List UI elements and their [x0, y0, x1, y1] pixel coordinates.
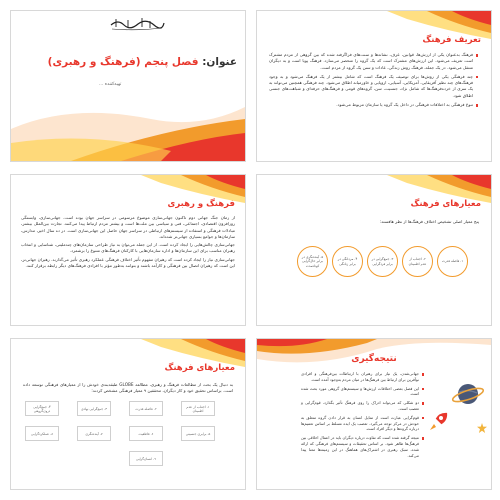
dimension-box: ۹. انسان‌گرایی [129, 451, 163, 466]
slide-intro: پنج معیار اصلی تشخیص اختلاف فرهنگ‌ها از نظر هافستد: [379, 219, 479, 224]
dimension-box: ۴. جمع‌گرایی درون‌گروهی [25, 401, 59, 416]
slide-3-culture-leadership[interactable] [10, 174, 246, 326]
list-item: تنوع فرهنگی به اختلافات فرهنگی در داخل یک گروه یا سازمان مربوط می‌شود. [269, 102, 473, 108]
rocket-icon [427, 407, 453, 433]
dimension-box: ۳. جمع‌گرایی نهادی [77, 401, 111, 416]
title-topic: فصل پنجم (فرهنگ و رهبری) [47, 56, 199, 68]
list-item: دو شکلی که می‌تواند ادراک را روی فرهنگ تأثیر بگذارد، قوم‌گرایی و تعصب است. [301, 400, 419, 411]
dimension-circle: ۵. آینده‌نگری در برابر حال‌گرایی کوتاه‌مدت [297, 246, 328, 277]
list-item: چند فرهنگی یکی از روش‌ها برای توصیف یک فرهنگ است که شامل بیشتر از یک فرهنگ می‌شود و به وجود فرهنگ‌های چند نظیر آفریقایی، آمریکایی، آسیایی، اروپایی و خاورمیانه اطلاق می‌شود. چند فرهنگی همچنین می‌تواند به یک سری از خرده‌فرهنگ‌ها که شامل نژاد، جنسیت، سن، گروه‌های قومی و فرهنگ‌های حرفه‌ای و شباهت‌های جنسی اطلاق شود. [269, 73, 473, 98]
paragraph: جهانی‌سازی نیاز را ایجاد کرده است که رهبران مفهوم تأثیر اختلاف فرهنگی عملکرد رهبری تأثیر می‌گذارند. رهبران جهانی‌تر، این است که رهبران اتصال بین فرهنگی و کارآمد باشند و بتوانند به‌طور مؤثر با افرادی فرهنگ‌های دیگر رابطه برقرار کنند. [21, 256, 235, 269]
dimension-circle: ۲. اجتناب از عدم اطمینان [402, 246, 433, 277]
planet-icon [451, 377, 485, 411]
slide-1-title[interactable] [10, 10, 246, 162]
dimension-circle: ۳. جمع‌گرایی در برابر فردگرایی [367, 246, 398, 277]
list-item: جهانی‌شدن، یک نیاز برای رهبران با ارتباطات بین‌فرهنگی و افرادی نوآفرین برای ارتباط بین فرهنگ‌ها در میان مردم به‌وجود آمده است. [301, 371, 419, 382]
slide-title: معیارهای فرهنگ [164, 363, 235, 373]
list-item: فرهنگ به‌عنوان یکی از ارزش‌ها، قوانین، عرف، نشانه‌ها و سنت‌های فراگرفته شده که بین گروهی از مردم مشترک است تعریف می‌شود. این ارزش‌های مشترک است که یک گروه را منحصر می‌سازد. فرهنگ پویا است و به دیگران منتقل می‌شود. در یک جمله، فرهنگ روش زندگی، عادات و سنن یک گروه از مردم است. [269, 52, 473, 70]
list-item: این فصل بعضی اختلافات ارزش‌ها و سیستم‌های گروهی مورد بحث شده است. [301, 385, 419, 397]
dimension-box: ۲. فاصله قدرت [129, 401, 163, 416]
slide-title: نتیجه‌گیری [351, 354, 397, 364]
dimension-box: ۶. قاطعیت [129, 426, 163, 441]
slide-title: تعریف فرهنگ [422, 35, 481, 45]
slide-title: فرهنگ و رهبری [167, 199, 235, 209]
slide-4-dimensions-circles[interactable] [256, 174, 492, 326]
presenter-subtitle: تهیه‌کننده ... [99, 82, 122, 87]
slide-body [269, 52, 479, 111]
calligraphy-logo [108, 15, 166, 31]
page-title [41, 56, 237, 68]
paragraph: جهانی‌سازی چالش‌هایی را ایجاد کرده است. از این جمله می‌توان به نیاز طراحی سازمان‌های چندملیتی، شناسایی و انتخاب رهبران مناسب برای این سازمان‌ها و اداره سازمان‌هایی با کارکنان فرهنگ‌های متنوع را برشمرد. [21, 242, 235, 254]
dimension-circle: ۴. مردانگی در برابر زنانگی [332, 246, 363, 277]
list-item: قوم‌گرایی عبارت است از تمایل انسان به قرار دادن گروه متعلق به خودش در مرکز توجه می‌گیرد. تعصب یک ایده مسلط بر اساس تعمیم‌ها درباره گروه‌ها و دیگر افراد است. [301, 414, 419, 432]
dimension-box: ۷. آینده‌نگری [77, 426, 111, 441]
list-item: نتیجه گرفته شده است که تفاوت درباره دیگران باید در اعمال اخلاقی بین فرهنگ‌ها ظاهر شود. بر اساس تحقیقات و سیستم‌های فرهنگی که ارائه شده، سبک رهبری در اشتراک‌های هماهنگ در این زمینه‌ها معنا پیدا می‌کند. [301, 435, 419, 458]
slide-2-definition[interactable] [256, 10, 492, 162]
orange-wave-decoration [11, 11, 245, 161]
slide-body [21, 215, 235, 271]
star-icon [477, 423, 487, 433]
slide-intro: به دنبال یک بحث از مطالعات فرهنگ و رهبری، مطالعه GLOBE طبقه‌بندی خودش را از معیارهای فرهنگی توسعه داده است. براساس تحقیق خود و کار دیگران، محققین ۹ معیار فرهنگی مشخص کردند: [23, 382, 233, 394]
dimension-box: ۱. اجتناب از عدم اطمینان [181, 401, 215, 416]
dimension-box: ۵. برابری جنسیتی [181, 426, 215, 441]
title-label: عنوان: [202, 56, 237, 68]
slide-6-conclusion[interactable] [256, 338, 492, 490]
paragraph: از زمان جنگ جهانی دوم تاکنون جهانی‌سازی موضوع مرسومی در سراسر جهان بوده است. جهانی‌سازی، وابستگی روزافزون اقتصادی، اجتماعی، فنی و سیاسی بین ملت‌ها است و بیشتر مردم ارتباط پیدا می‌کنند. تجارت بین‌الملل بیشتر، مبادلات فرهنگی و استفاده از سیستم‌های ارتباطی در سراسر جهان حاصل این جهانی‌سازی است. در ده سال اخیر، مدارس، سازمان‌ها و جوامع بسیاری جهانی‌تر شده‌اند. [21, 215, 235, 239]
slide-5-dimensions-boxes[interactable] [10, 338, 246, 490]
dimension-box: ۸. عملکردگرایی [25, 426, 59, 441]
slide-body [301, 371, 425, 461]
dimension-circle: ۱. فاصله قدرت [437, 246, 468, 277]
slide-title: معیارهای فرهنگ [410, 199, 481, 209]
